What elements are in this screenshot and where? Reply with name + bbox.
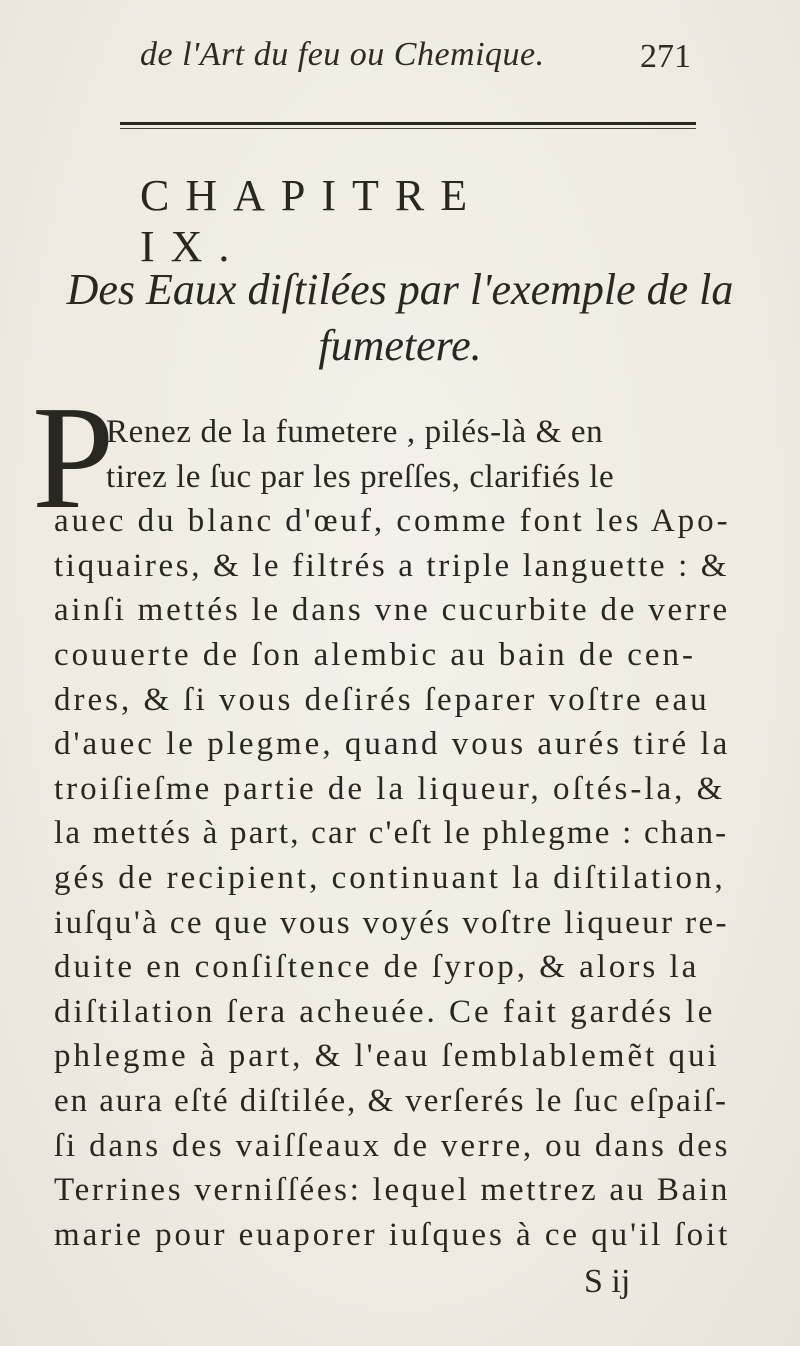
text-line: tirez le ſuc par les preſſes, clarifiés le: [106, 458, 615, 495]
header-rule: [120, 122, 696, 125]
text-line: troiſieſme partie de la liqueur, oſtés-la, &: [54, 770, 726, 807]
text-line: marie pour euaporer iuſques à ce qu'il ſoit: [54, 1216, 731, 1253]
text-line: d'auec le plegme, quand vous aurés tiré la: [54, 726, 731, 763]
drop-cap: P: [32, 376, 115, 540]
text-line: dres, & ſi vous deſirés ſeparer voſtre eau: [54, 681, 710, 718]
signature-mark: S ij: [584, 1262, 631, 1300]
chapter-title-line-1: Des Eaux diſtilées par l'exemple de la: [66, 265, 734, 314]
text-line: Renez de la fumetere , pilés-là & en: [106, 414, 604, 450]
chapter-heading: CHAPITRE IX.: [140, 171, 484, 271]
header-rule-thin: [120, 128, 696, 129]
text-line: en aura eſté diſtilée, & verſerés le ſuc eſpaiſ-: [54, 1083, 728, 1119]
chapter-title-line-2: fumetere.: [318, 321, 482, 370]
text-line: ſi dans des vaiſſeaux de verre, ou dans des: [54, 1127, 731, 1164]
text-line: tiquaires, & le filtrés a triple languette : &: [54, 547, 730, 584]
text-line: la mettés à part, car c'eſt le phlegme : chan-: [54, 815, 729, 852]
text-line: phlegme à part, & l'eau ſemblablemẽt qui: [54, 1038, 720, 1075]
text-line: diſtilation ſera acheuée. Ce fait gardés le: [54, 993, 716, 1030]
chapter-title: [40, 262, 760, 374]
running-head: de l'Art du feu ou Chemique.: [140, 36, 545, 73]
text-line: ainſi mettés le dans vne cucurbite de verre: [54, 592, 730, 629]
text-line: gés de recipient, continuant la diſtilation,: [54, 860, 726, 896]
text-line: duite en conſiſtence de ſyrop, & alors la: [54, 949, 700, 986]
text-line: iuſqu'à ce que vous voyés voſtre liqueur re-: [54, 904, 729, 941]
page-number: 271: [640, 38, 691, 75]
text-line: couuerte de ſon alembic au bain de cen-: [54, 637, 697, 673]
text-line: Terrines verniſſées: lequel mettrez au Bain: [54, 1172, 731, 1209]
text-line: auec du blanc d'œuf, comme font les Apo-: [54, 503, 731, 540]
